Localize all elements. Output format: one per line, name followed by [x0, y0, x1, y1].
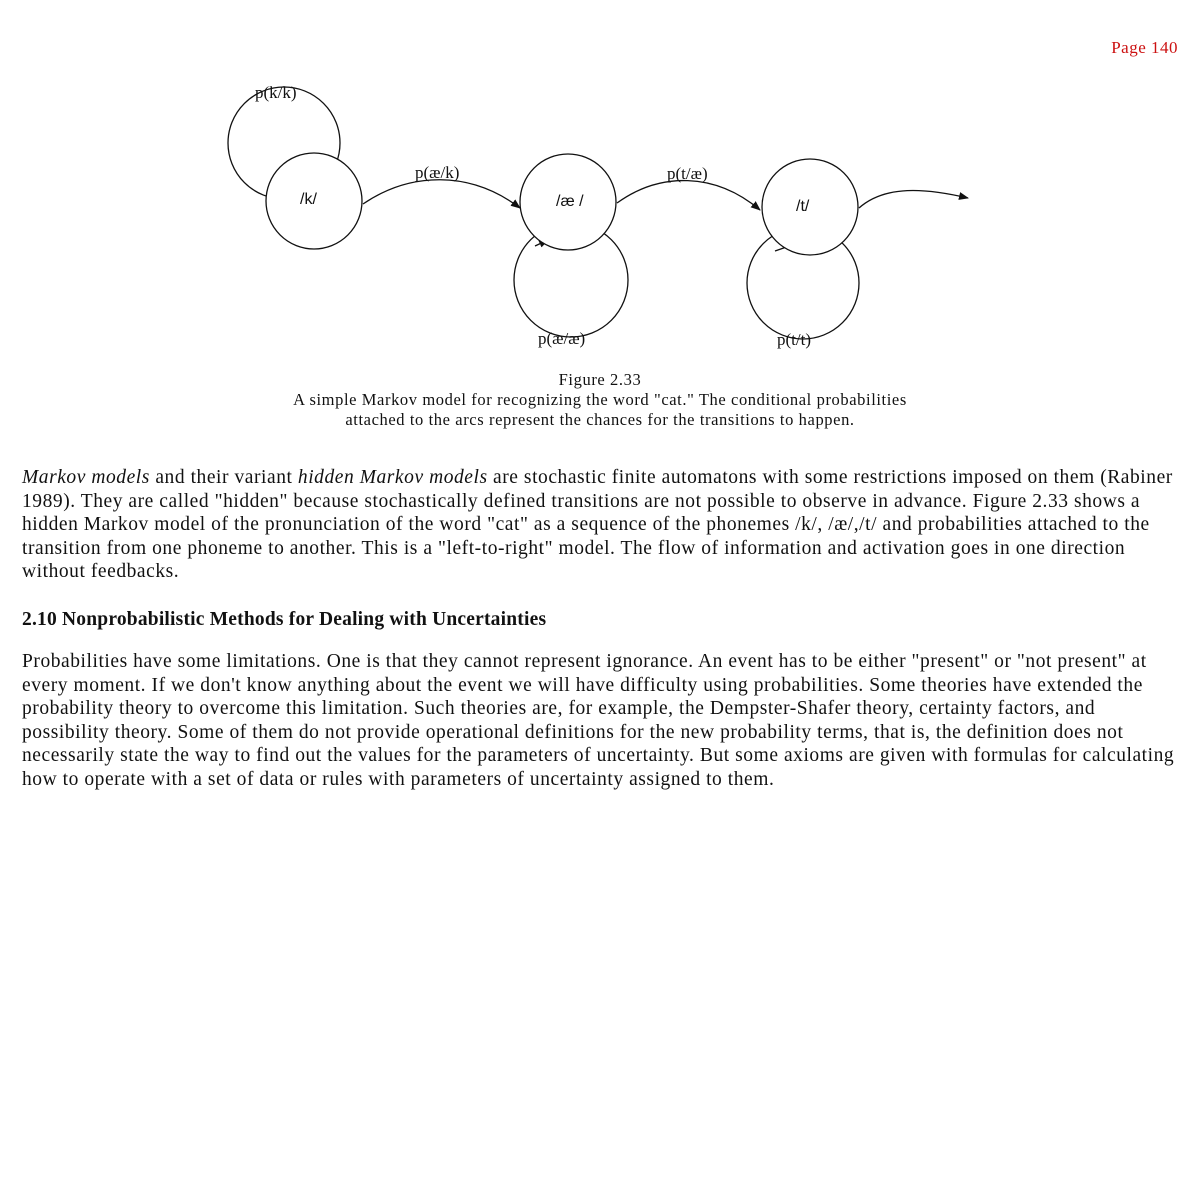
loop-label-k: p(k/k) [255, 83, 297, 102]
section-heading: 2.10 Nonprobabilistic Methods for Dealing with Uncertainties [22, 609, 547, 630]
state-t [762, 159, 858, 255]
term-markov-models: Markov models [22, 467, 150, 488]
figure-caption-title: Figure 2.33 [558, 370, 642, 389]
page-number: Page 140 [1111, 38, 1178, 57]
paragraph-markov-text-1: and their variant [149, 467, 298, 488]
paragraph-markov-models [22, 466, 1182, 584]
figure-caption-text: A simple Markov model for recognizing the word "cat." The conditional probabilities attached to the arcs represent the chances for the transitions to happen. [293, 390, 907, 429]
paragraph-nonprobabilistic: Probabilities have some limitations. One is that they cannot represent ignorance. An event has to be either "present" or "not present" at every moment. If we don't know anything about the event we will have difficulty using probabilities. Some theories have extended the probability theory to overcome this limitation. Such theories are, for example, the Dempster-Shafer theory, certainty factors, and possibility theory. Some of them do not provide operational definitions for the new probability terms, that is, the definition does not necessarily state the way to find out the values for the parameters of uncertainty. But some axioms are given with formulas for calculating how to operate with a set of data or rules with parameters of uncertainty assigned to them. [22, 651, 1175, 790]
transition-t-exit [859, 190, 968, 208]
transition-label-ae-t: p(t/æ) [667, 164, 708, 183]
state-label-k: /k/ [300, 191, 317, 208]
term-hidden-markov-models: hidden Markov models [297, 467, 488, 488]
markov-model-figure [0, 70, 1200, 370]
markov-diagram [0, 70, 1200, 370]
transition-k-ae [363, 180, 520, 208]
loop-label-t: p(t/t) [777, 330, 811, 349]
transition-label-k-ae: p(æ/k) [415, 163, 460, 182]
paragraph-markov-text-2: are stochastic finite automatons with some restrictions imposed on them (Rabiner 1989). They are called "hidden" because stochastically defined transitions are not possible to observe in advance. Figure 2.33 shows a hidden Markov model of the pronunciation of the word "cat" as a sequence of the phonemes /k/, /æ/,/t/ and probabilities attached to the transition from one phoneme to another. This is a "left-to-right" model. The flow of information and activation goes in one direction without feedbacks. [22, 467, 1173, 582]
figure-caption [280, 370, 920, 430]
transition-ae-t [617, 181, 760, 210]
state-label-ae: /æ / [556, 193, 584, 210]
state-label-t: /t/ [796, 198, 810, 215]
loop-label-ae: p(æ/æ) [538, 329, 586, 348]
